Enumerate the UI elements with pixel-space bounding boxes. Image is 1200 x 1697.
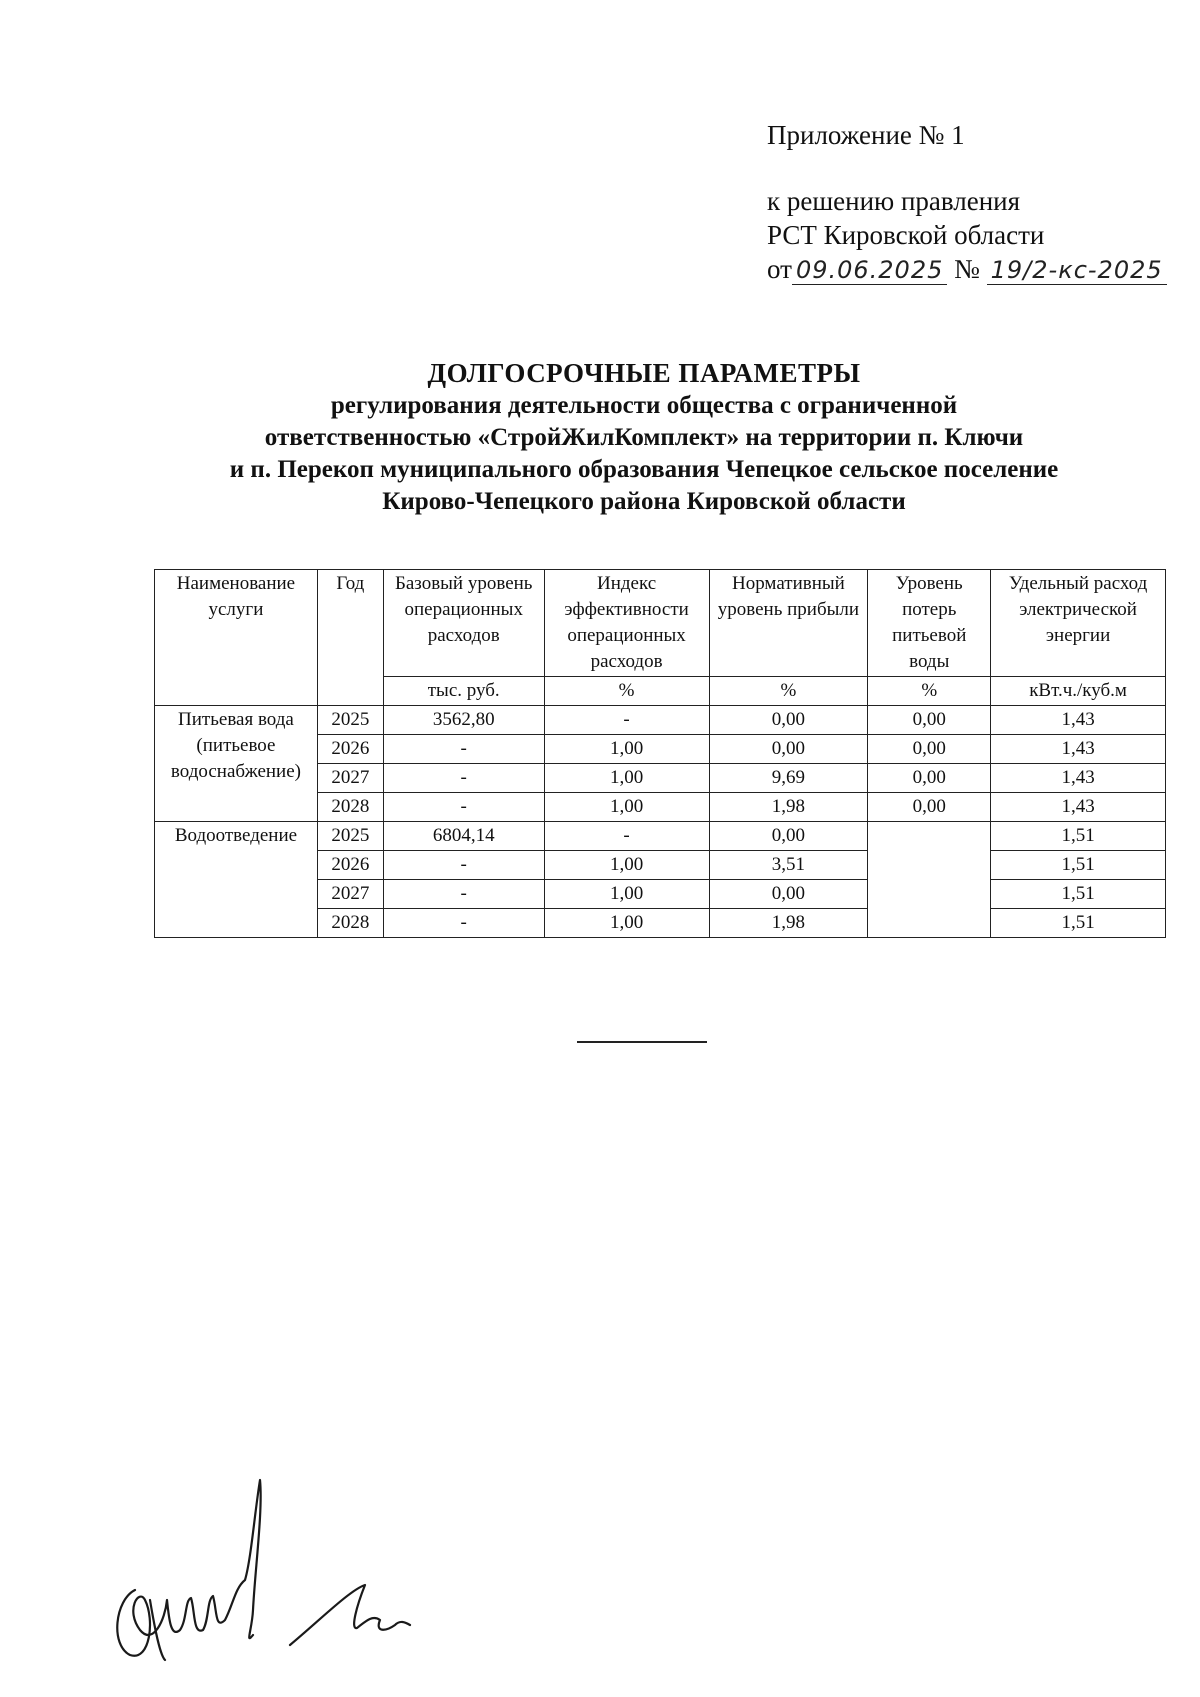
cell-base: - (383, 735, 544, 764)
cell-index: 1,00 (544, 909, 709, 938)
cell-year: 2025 (317, 822, 383, 851)
cell-base: - (383, 793, 544, 822)
cell-profit: 1,98 (709, 793, 868, 822)
document-heading (100, 356, 1188, 518)
handwritten-date: 09.06.2025 (792, 256, 947, 285)
cell-profit: 0,00 (709, 880, 868, 909)
service-drinking-water: Питьевая вода (питьевое водоснабжение) (155, 706, 318, 822)
date-prefix: от (767, 254, 792, 284)
cell-base: - (383, 909, 544, 938)
cell-index: 1,00 (544, 764, 709, 793)
handwritten-number: 19/2-кс-2025 (987, 256, 1167, 285)
cell-base: - (383, 880, 544, 909)
cell-profit: 0,00 (709, 735, 868, 764)
heading-line-1: регулирования деятельности общества с ограниченной (330, 392, 958, 419)
cell-year: 2026 (317, 851, 383, 880)
header-efficiency-index: Индекс эффективности операционных расходов (544, 570, 709, 677)
appendix-line-decision: к решению правления (767, 186, 1021, 216)
cell-profit: 3,51 (709, 851, 868, 880)
closing-rule (577, 1041, 707, 1043)
cell-losses: 0,00 (868, 764, 991, 793)
cell-energy: 1,51 (991, 909, 1166, 938)
cell-energy: 1,51 (991, 851, 1166, 880)
table-row (155, 822, 1166, 851)
number-prefix: № (954, 254, 980, 284)
cell-year: 2028 (317, 793, 383, 822)
cell-profit: 0,00 (709, 822, 868, 851)
parameters-table (154, 569, 1166, 938)
cell-energy: 1,43 (991, 793, 1166, 822)
unit-base-opex: тыс. руб. (383, 677, 544, 706)
cell-index: 1,00 (544, 880, 709, 909)
cell-base: - (383, 851, 544, 880)
header-base-opex: Базовый уровень операционных расходов (383, 570, 544, 677)
cell-year: 2027 (317, 764, 383, 793)
cell-year: 2027 (317, 880, 383, 909)
cell-energy: 1,43 (991, 764, 1166, 793)
header-year: Год (317, 570, 383, 706)
table-row (155, 706, 1166, 735)
cell-losses-empty (868, 822, 991, 938)
cell-losses: 0,00 (868, 706, 991, 735)
appendix-date-line (767, 252, 1167, 287)
header-service: Наименование услуги (155, 570, 318, 706)
cell-base: 6804,14 (383, 822, 544, 851)
cell-year: 2028 (317, 909, 383, 938)
unit-profit-level: % (709, 677, 868, 706)
header-profit-level: Нормативный уровень прибыли (709, 570, 868, 677)
appendix-line-authority: РСТ Кировской области (767, 220, 1045, 250)
unit-energy: кВт.ч./куб.м (991, 677, 1166, 706)
cell-base: 3562,80 (383, 706, 544, 735)
heading-line-2: ответственностью «СтройЖилКомплект» на территории п. Ключи (264, 424, 1024, 451)
cell-profit: 0,00 (709, 706, 868, 735)
unit-water-losses: % (868, 677, 991, 706)
cell-energy: 1,51 (991, 880, 1166, 909)
heading-line-3: и п. Перекоп муниципального образования Чепецкое сельское поселение (229, 456, 1059, 483)
signature-image (95, 1470, 455, 1670)
service-wastewater: Водоотведение (155, 822, 318, 938)
header-energy-consumption: Удельный расход электрической энергии (991, 570, 1166, 677)
table-header-row (155, 570, 1166, 677)
cell-index: - (544, 822, 709, 851)
cell-index: 1,00 (544, 793, 709, 822)
document-title: ДОЛГОСРОЧНЫЕ ПАРАМЕТРЫ (427, 358, 861, 388)
unit-efficiency-index: % (544, 677, 709, 706)
cell-losses: 0,00 (868, 735, 991, 764)
cell-profit: 9,69 (709, 764, 868, 793)
appendix-block (767, 118, 1167, 287)
cell-index: 1,00 (544, 851, 709, 880)
cell-energy: 1,43 (991, 735, 1166, 764)
cell-energy: 1,43 (991, 706, 1166, 735)
cell-year: 2025 (317, 706, 383, 735)
heading-line-4: Кирово-Чепецкого района Кировской области (382, 488, 906, 515)
cell-index: 1,00 (544, 735, 709, 764)
cell-base: - (383, 764, 544, 793)
header-water-losses: Уровень потерь питьевой воды (868, 570, 991, 677)
cell-losses: 0,00 (868, 793, 991, 822)
appendix-title: Приложение № 1 (767, 120, 965, 150)
cell-energy: 1,51 (991, 822, 1166, 851)
cell-profit: 1,98 (709, 909, 868, 938)
cell-year: 2026 (317, 735, 383, 764)
cell-index: - (544, 706, 709, 735)
